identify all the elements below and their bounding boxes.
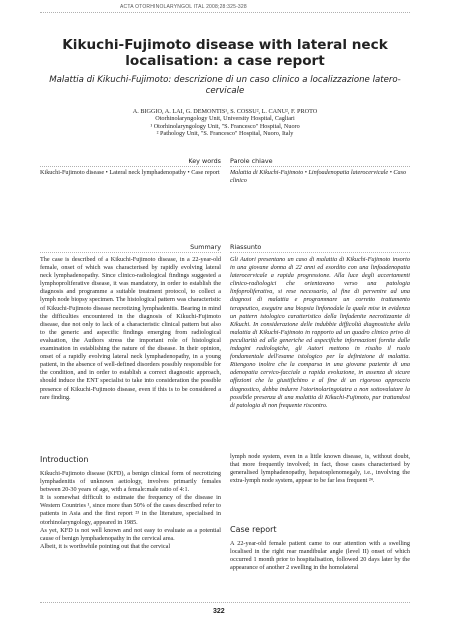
paragraph: Kikuchi-Fujimoto disease (KFD), a benign clinical form of necrotizing lymphadenitis of unknown aetiology, involves primarily females between 20-30 years of age, with a female:male ratio of 4:1. — [40, 470, 221, 494]
header-divider — [40, 12, 410, 13]
article-title: Kikuchi-Fujimoto disease with lateral neck localisation: a case report — [62, 37, 388, 69]
parole-chiave-text: Malattia di Kikuchi-Fujimoto • Linfoadenopatia laterocervicale • Caso clinico — [230, 169, 407, 184]
riassunto-heading: Riassunto — [230, 243, 262, 251]
summary-text: The case is described of a Kikuchi-Fujimoto disease, in a 22-year-old female, onset of which was characterised by rapidly evolving lateral neck lymphadenopathy. Since clinico-radiological findings suggested a lymphoproliferative disease, it was mandatory, in order to establish the diagnosis and programme a suitable treatment protocol, to collect a lymph node biopsy specimen. The histological pattern was characteristic of Kikuchi-Fujimoto disease necrotizing lymphadenitis. Bearing in mind the difficulties encountered in the diagnosis of Kikuchi-Fujimoto disease, due not only to lack of a characteristic clinical pattern but also to the generic and aspecific findings emerging from radiological evaluation, the Authors stress the important role of histological examination in establishing the nature of the disease. In their opinion, onset of a rapidly evolving lateral neck lymphadenopathy, in a young patient, in the absence of well-defined disorders possibly responsible for the condition, and in order to establish a correct diagnostic approach, should induce the ENT specialist to take into consideration the possible presence of Kikuchi-Fujimoto disease, even if this is to be considered a rare finding. — [40, 256, 221, 401]
paragraph: As yet, KFD is not well known and not easy to evaluate as a potential cause of benign lymphadenopathy in the cervical area. — [40, 526, 221, 542]
introduction-body — [40, 470, 221, 551]
keywords-text: Kikuchi-Fujimoto disease • Lateral neck lymphadenopathy • Case report — [40, 169, 220, 176]
page-number: 322 — [213, 608, 225, 615]
case-report-text: A 22-year-old female patient came to our attention with a swelling localised in the right rear mandibular angle (level II) onset of which occurred 1 month prior to hospitalisation, followed 20 days later by the appearance of another 2 swelling in the homolateral — [230, 540, 410, 572]
parole-chiave-divider — [230, 166, 410, 167]
paragraph: It is somewhat difficult to estimate the frequency of the disease in Western Countries ¹, since more than 50% of the cases described refer to patients in Asia and the first report ²³ in the literature, specialised in otorhinolaryngology, appeared in 1985. — [40, 494, 221, 526]
summary-heading: Summary — [190, 243, 221, 251]
keywords-heading: Key words — [188, 157, 221, 165]
case-report-heading: Case report — [230, 525, 277, 534]
riassunto-text: Gli Autori presentano un caso di malattia di Kikuchi-Fujimoto insorto in una giovane donna di 22 anni ed esordito con una linfoadenopatia laterocervicale a rapida progressione. Alla luce degli accertamenti clinico-radiologici che orientavano verso una patologia linfoproliferativa, si rese necessario, al fine di pervenire ad una diagnosi di malattia e programmare un corretto trattamento terapeutico, eseguire una biopsia linfonodale la quale mise in evidenza un pattern istologico caratteristico della linfadenite necrotizzante di Kikuchi. In considerazione delle indubbie difficoltà diagnostiche della malattia di Kikuchi-Fujimoto in rapporto ad un quadro clinico privo di peculiarità ed alle generiche ed aspecifiche informazioni fornite dalle indagini radiologiche, gli Autori mettono in risalto il ruolo fondamentale dell'esame istologico per la definizione di malattia. Ritengono inoltre che la comparsa in una giovane paziente di una adenopatia cervico-facciale a rapida evoluzione, in assenza di sicure affezioni che la giustifichino e al fine di un rigoroso approccio diagnostico, debba indurre l'otorinolaringoiatra a non sottovalutare la possibile presenza di una malattia di Kikuchi-Fujimoto, pur trattandosi di patologia di non frequente riscontro. — [230, 256, 410, 409]
continuation-paragraph: lymph node system, even in a little known disease, is, without doubt, that more frequently involved; in fact, those cases characterised by generalised lymphadenopathy, hepatosplenomegaly, i.e., involving the extra-lymph node system, appear to be far less frequent ²⁴. — [230, 453, 410, 485]
parole-chiave-heading: Parole chiave — [230, 157, 273, 165]
riassunto-divider — [230, 252, 410, 253]
footer-divider — [40, 602, 410, 603]
summary-divider — [40, 252, 221, 253]
keywords-divider — [40, 166, 221, 167]
introduction-heading: Introduction — [40, 455, 89, 464]
affiliation: ¹ Otorhinolaryngology Unit, "S. Francesco" Hospital, Nuoro — [150, 122, 300, 130]
affiliation: Otorhinolaryngology Unit, University Hospital, Cagliari — [155, 115, 295, 123]
paragraph: Albeit, it is worthwhile pointing out that the cervical — [40, 542, 171, 550]
author-block — [40, 108, 410, 138]
author-names: A. BIGGIO, A. LAI, G. DEMONTIS¹, S. COSSU², L. CANU², F. PROTO — [132, 108, 318, 115]
article-subtitle: Malattia di Kikuchi-Fujimoto: descrizione di un caso clinico a localizzazione latero-cervicale — [49, 75, 401, 96]
running-head: ACTA OTORHINOLARYNGOL ITAL 2008;28:325-328 — [120, 4, 247, 10]
affiliation: ² Pathology Unit, "S. Francesco" Hospital, Nuoro, Italy — [156, 130, 294, 138]
